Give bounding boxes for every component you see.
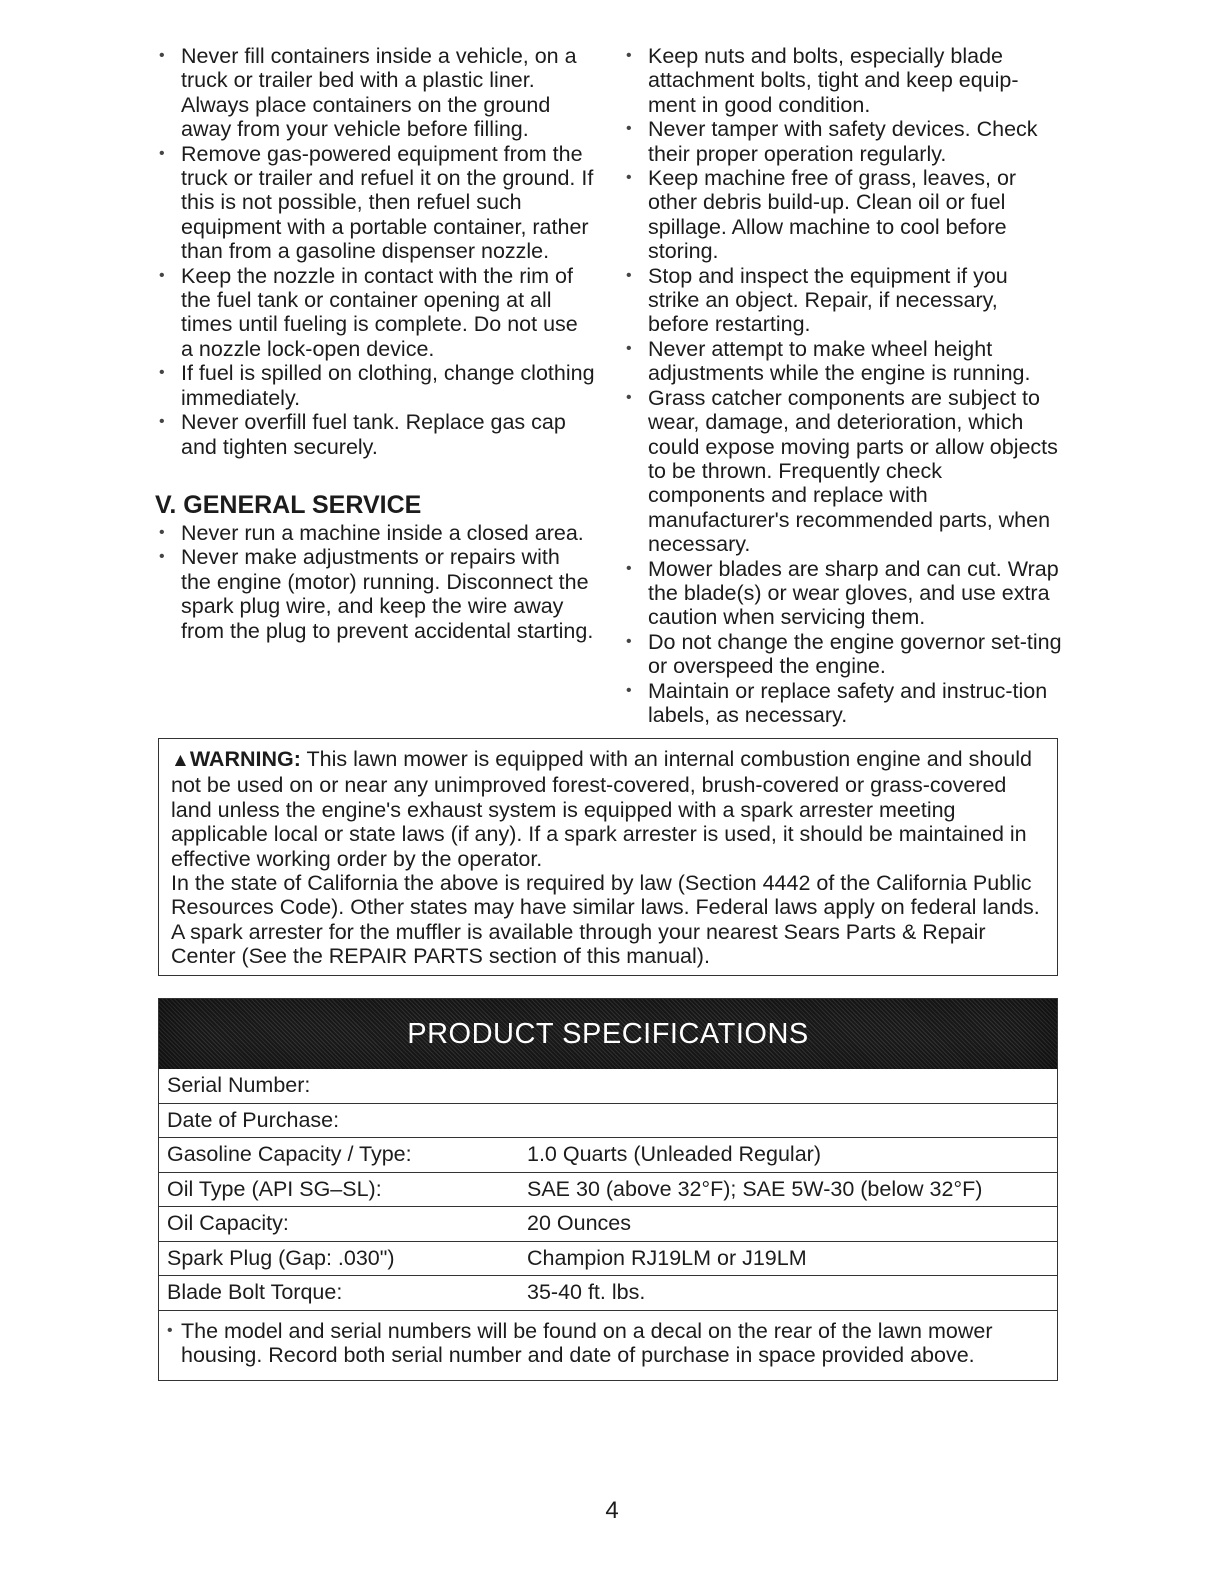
list-item: • Never tamper with safety devices. Check their proper operation regularly.	[622, 117, 1062, 166]
spec-label: Serial Number:	[167, 1073, 311, 1098]
spec-label: Gasoline Capacity / Type:	[167, 1142, 412, 1167]
spec-row-oil-type	[159, 1173, 1057, 1208]
service-list-continued	[622, 44, 1062, 727]
warning-box	[158, 738, 1058, 976]
warning-paragraph-california: In the state of California the above is required by law (Section 4442 of the California Public Resources Code). Other states may have similar laws. Federal laws apply on federal lands. A spark arrester for the muffler is available through your nearest Sears Parts & Repair Center (See the REPAIR PARTS section of this manual).	[171, 871, 1040, 969]
list-item: • Do not change the engine governor set-ting or overspeed the engine.	[622, 630, 1062, 679]
spec-row-oil-capacity	[159, 1207, 1057, 1242]
list-item: • If fuel is spilled on clothing, change clothing immediately.	[155, 361, 595, 410]
spec-value: Champion RJ19LM or J19LM	[527, 1245, 807, 1270]
list-item: • Mower blades are sharp and can cut. Wrap the blade(s) or wear gloves, and use extra caution when servicing them.	[622, 557, 1062, 630]
right-column	[622, 44, 1062, 727]
fueling-list	[155, 44, 595, 459]
spec-label: Oil Capacity:	[167, 1211, 289, 1236]
spec-label: Date of Purchase:	[167, 1107, 340, 1132]
spec-value: 1.0 Quarts (Unleaded Regular)	[527, 1142, 821, 1167]
spec-label: Spark Plug (Gap: .030")	[167, 1245, 395, 1270]
spec-label: Oil Type (API SG–SL):	[167, 1176, 382, 1201]
list-item: • Maintain or replace safety and instruc-tion labels, as necessary.	[622, 679, 1062, 728]
spec-note-text: The model and serial numbers will be found on a decal on the rear of the lawn mower housing. Record both serial number and date of purchase in space provided above.	[181, 1318, 993, 1367]
list-item: • Keep machine free of grass, leaves, or other debris build-up. Clean oil or fuel spillage. Allow machine to cool before storing.	[622, 166, 1062, 264]
bullet-icon: •	[167, 1321, 173, 1339]
list-item: • Remove gas-powered equipment from the truck or trailer and refuel it on the ground. If this is not possible, then refuel such equipment with a portable container, rather than from a gasoline dispenser nozzle.	[155, 142, 595, 264]
list-item: • Never fill containers inside a vehicle, on a truck or trailer bed with a plastic liner. Always place containers on the ground away from your vehicle before filling.	[155, 44, 595, 142]
list-item: • Keep nuts and bolts, especially blade attachment bolts, tight and keep equip-ment in good condition.	[622, 44, 1062, 117]
spec-value: 20 Ounces	[527, 1211, 631, 1236]
list-item: • Stop and inspect the equipment if you strike an object. Repair, if necessary, before restarting.	[622, 264, 1062, 337]
list-item: • Never attempt to make wheel height adjustments while the engine is running.	[622, 337, 1062, 386]
spec-row-spark-plug	[159, 1242, 1057, 1277]
warning-text: This lawn mower is equipped with an internal combustion engine and should not be used on or near any unimproved forest-covered, brush-covered or grass-covered land unless the engine's exhaust system is equipped with a spark arrester meeting applicable local or state laws (if any). If a spark arrester is used, it should be maintained in effective working order by the operator.	[171, 747, 1032, 871]
warning-label: WARNING:	[189, 747, 301, 771]
spec-row-serial-number	[159, 1069, 1057, 1104]
warning-paragraph	[171, 747, 1047, 871]
spec-value: SAE 30 (above 32°F); SAE 5W-30 (below 32°F)	[527, 1176, 983, 1201]
list-item: • Never overfill fuel tank. Replace gas cap and tighten securely.	[155, 410, 595, 459]
list-item: • Keep the nozzle in contact with the rim of the fuel tank or container opening at all times until fueling is complete. Do not use a nozzle lock-open device.	[155, 264, 595, 362]
section-heading: V. GENERAL SERVICE	[155, 490, 422, 519]
spec-title: PRODUCT SPECIFICATIONS	[407, 1017, 809, 1050]
list-item: • Grass catcher components are subject to wear, damage, and deterioration, which could expose moving parts or allow objects to be thrown. Frequently check components and replace with manufacturer's recommended parts, when necessary.	[622, 386, 1062, 557]
spec-row-gasoline	[159, 1138, 1057, 1173]
spec-value: 35-40 ft. lbs.	[527, 1280, 646, 1305]
list-item: • Never make adjustments or repairs with the engine (motor) running. Disconnect the spark plug wire, and keep the wire away from the plug to prevent accidental starting.	[155, 545, 595, 643]
product-specifications-box	[158, 998, 1058, 1381]
list-item: • Never run a machine inside a closed area.	[155, 521, 595, 545]
spec-note	[159, 1311, 1057, 1368]
service-list	[155, 521, 595, 643]
page-number: 4	[605, 1497, 619, 1524]
spec-label: Blade Bolt Torque:	[167, 1280, 343, 1305]
warning-triangle-icon: ▲	[171, 750, 190, 771]
spec-row-blade-bolt-torque	[159, 1276, 1057, 1311]
left-column	[155, 44, 595, 643]
spec-header	[159, 999, 1057, 1069]
spec-row-date-of-purchase	[159, 1104, 1057, 1139]
